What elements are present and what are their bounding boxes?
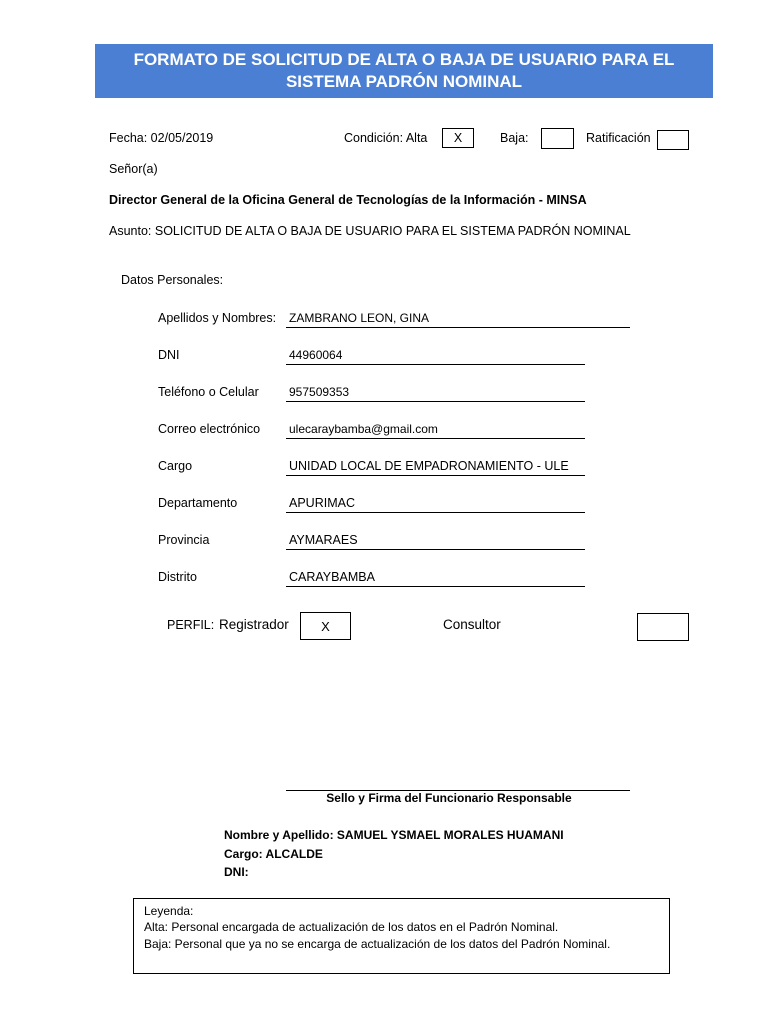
consultor-label: Consultor bbox=[443, 617, 501, 632]
signature-caption: Sello y Firma del Funcionario Responsable bbox=[326, 791, 572, 805]
field-value-line[interactable] bbox=[286, 456, 585, 476]
field-value: AYMARAES bbox=[289, 533, 358, 547]
field-value-line[interactable] bbox=[286, 382, 585, 402]
baja-checkbox[interactable] bbox=[541, 128, 574, 149]
field-label: Apellidos y Nombres: bbox=[158, 311, 277, 325]
alta-checkbox[interactable]: X bbox=[442, 128, 474, 148]
field-value: UNIDAD LOCAL DE EMPADRONAMIENTO - ULE bbox=[289, 459, 569, 473]
field-value: APURIMAC bbox=[289, 496, 355, 510]
ratificacion-checkbox[interactable] bbox=[657, 130, 689, 150]
form-title-line-1: FORMATO DE SOLICITUD DE ALTA O BAJA DE USUARIO PARA EL bbox=[133, 50, 675, 69]
asunto-text: Asunto: SOLICITUD DE ALTA O BAJA DE USUARIO PARA EL SISTEMA PADRÓN NOMINAL bbox=[109, 224, 631, 238]
form-title-line-2: SISTEMA PADRÓN NOMINAL bbox=[285, 72, 523, 91]
field-label: Correo electrónico bbox=[158, 422, 261, 436]
field-value-line[interactable] bbox=[286, 419, 585, 439]
fecha-text: Fecha: 02/05/2019 bbox=[109, 131, 214, 145]
leyenda-alta: Alta: Personal encargada de actualización de los datos en el Padrón Nominal. bbox=[144, 920, 559, 934]
registrador-checkbox[interactable]: X bbox=[300, 612, 351, 640]
field-label: DNI bbox=[158, 348, 180, 362]
field-value-line[interactable] bbox=[286, 493, 585, 513]
registrador-label: Registrador bbox=[219, 617, 289, 632]
perfil-label: PERFIL: bbox=[167, 618, 215, 632]
ratificacion-label: Ratificación bbox=[586, 131, 651, 145]
consultor-checkbox[interactable] bbox=[637, 613, 689, 641]
field-value-line[interactable] bbox=[286, 530, 585, 550]
form-title bbox=[95, 44, 713, 98]
field-label: Teléfono o Celular bbox=[158, 385, 259, 399]
field-value: ulecaraybamba@gmail.com bbox=[289, 422, 438, 436]
field-value: 957509353 bbox=[289, 385, 350, 399]
field-label: Distrito bbox=[158, 570, 197, 584]
field-value-line[interactable] bbox=[286, 308, 630, 328]
responsable-cargo: Cargo: ALCALDE bbox=[224, 847, 323, 861]
responsable-dni: DNI: bbox=[224, 865, 249, 879]
senor-text: Señor(a) bbox=[109, 162, 158, 176]
field-label: Departamento bbox=[158, 496, 238, 510]
condicion-alta-label: Condición: Alta bbox=[344, 131, 428, 145]
responsable-nombre: Nombre y Apellido: SAMUEL YSMAEL MORALES HUAMANI bbox=[224, 828, 564, 842]
leyenda-box bbox=[133, 898, 670, 974]
director-text: Director General de la Oficina General de Tecnologías de la Información - MINSA bbox=[109, 193, 587, 207]
field-label: Provincia bbox=[158, 533, 210, 547]
field-label: Cargo bbox=[158, 459, 193, 473]
leyenda-title: Leyenda: bbox=[144, 904, 194, 918]
datos-personales-title: Datos Personales: bbox=[121, 273, 224, 287]
field-value: ZAMBRANO LEON, GINA bbox=[289, 311, 430, 325]
leyenda-baja: Baja: Personal que ya no se encarga de actualización de los datos del Padrón Nominal. bbox=[144, 937, 611, 951]
field-value-line[interactable] bbox=[286, 567, 585, 587]
baja-label: Baja: bbox=[500, 131, 529, 145]
field-value-line[interactable] bbox=[286, 345, 585, 365]
field-value: CARAYBAMBA bbox=[289, 570, 375, 584]
field-value: 44960064 bbox=[289, 348, 343, 362]
